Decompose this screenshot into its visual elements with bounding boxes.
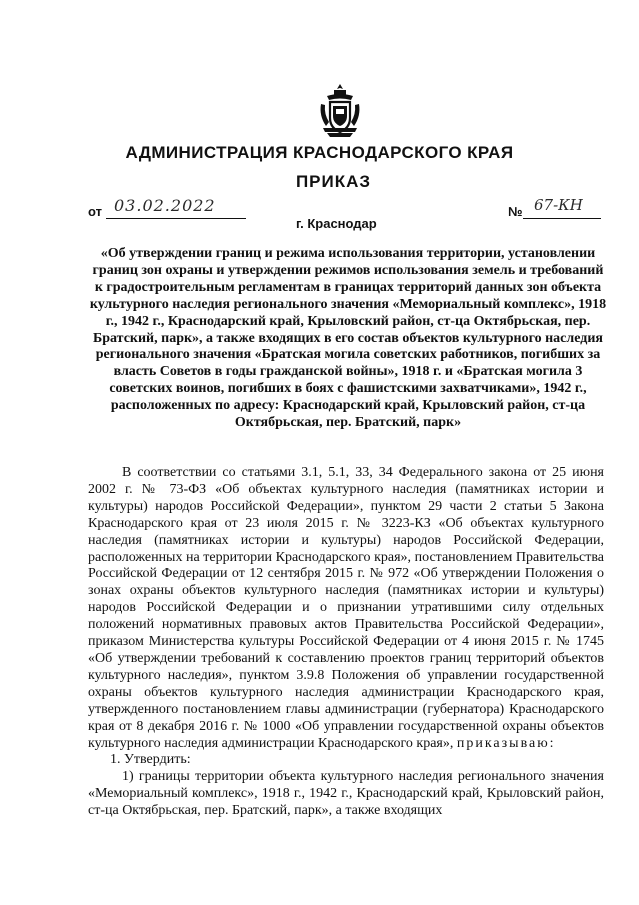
date-underline [106, 218, 246, 219]
preamble-text: В соответствии со статьями 3.1, 5.1, 33, 34 Федерального закона от 25 июня 2002 г. № 73-ФЗ «Об объектах культурного наследия (памятниках истории и культуры) народов Российской Федерации», пунктом 29 части 2 статьи 5 Закона Краснодарского края от 23 июля 2015 г. № 3223-КЗ «Об объектах культурного наследия (памятниках истории и культуры) народов Российской Федерации, расположенных на территории Краснодарского края», постановлением Правительства Российской Федерации от 12 сентября 2015 г. № 972 «Об утверждении Положения о зонах охраны объектов культурного наследия (памятниках истории и культуры) народов Российской Федерации и о признании утратившими силу отдельных положений нормативных правовых актов Правительства Российской Федерации», приказом Министерства культуры Российской Федерации от 4 июня 2015 г. № 1745 «Об утверждении требований к составлению проектов границ территорий объектов культурного наследия», пунктом 3.9.8 Положения об управлении государственной охраны объектов культурного наследия администрации Краснодарского края, утвержденного постановлением главы администрации (губернатора) Краснодарского края от 8 декабря 2016 г. № 1000 «Об управлении государственной охраны объектов культурного наследия администрации Краснодарского края», [88, 465, 604, 751]
number-prefix: № [508, 204, 523, 219]
document-type: ПРИКАЗ [295, 172, 372, 191]
document-meta-row [88, 196, 604, 231]
handwritten-number: 67-КН [534, 196, 583, 214]
city-label: г. Краснодар [296, 216, 377, 231]
organization-name: АДМИНИСТРАЦИЯ КРАСНОДАРСКОГО КРАЯ [125, 143, 514, 162]
coat-of-arms-icon [317, 82, 363, 138]
preamble-paragraph [88, 465, 604, 752]
number-underline [523, 218, 601, 219]
subitem-1: 1) границы территории объекта культурного наследия регионального значения «Мемориальный комплекс», 1918 г., 1942 г., Краснодарский край, Крыловский район, ст-ца Октябрьская, пер. Братский, парк», а также входящих [88, 769, 604, 819]
handwritten-date: 03.02.2022 [114, 196, 216, 215]
document-title: «Об утверждении границ и режима использования территории, установлении границ зон охраны и утверждении режимов использования земель и требований к градостроительным регламентам в границах территорий данных зон объекта культурного наследия регионального значения «Мемориальный комплекс», 1918 г., 1942 г., Краснодарский край, Крыловский район, ст-ца Октябрьская, пер. Братский, парк», а также входящих в его состав объектов культурного наследия регионального значения «Братская могила советских работников, погибших за власть Советов в годы гражданской войны», 1918 г. и «Братская могила 3 советских воинов, погибших в боях с фашистскими захватчиками», 1942 г., расположенных по адресу: Краснодарский край, Крыловский район, ст-ца Октябрьская, пер. Братский, парк» [89, 246, 607, 431]
item-approve: 1. Утвердить: [110, 752, 191, 768]
order-word: приказываю: [456, 735, 556, 751]
document-body [88, 465, 604, 820]
date-prefix: от [88, 204, 102, 219]
